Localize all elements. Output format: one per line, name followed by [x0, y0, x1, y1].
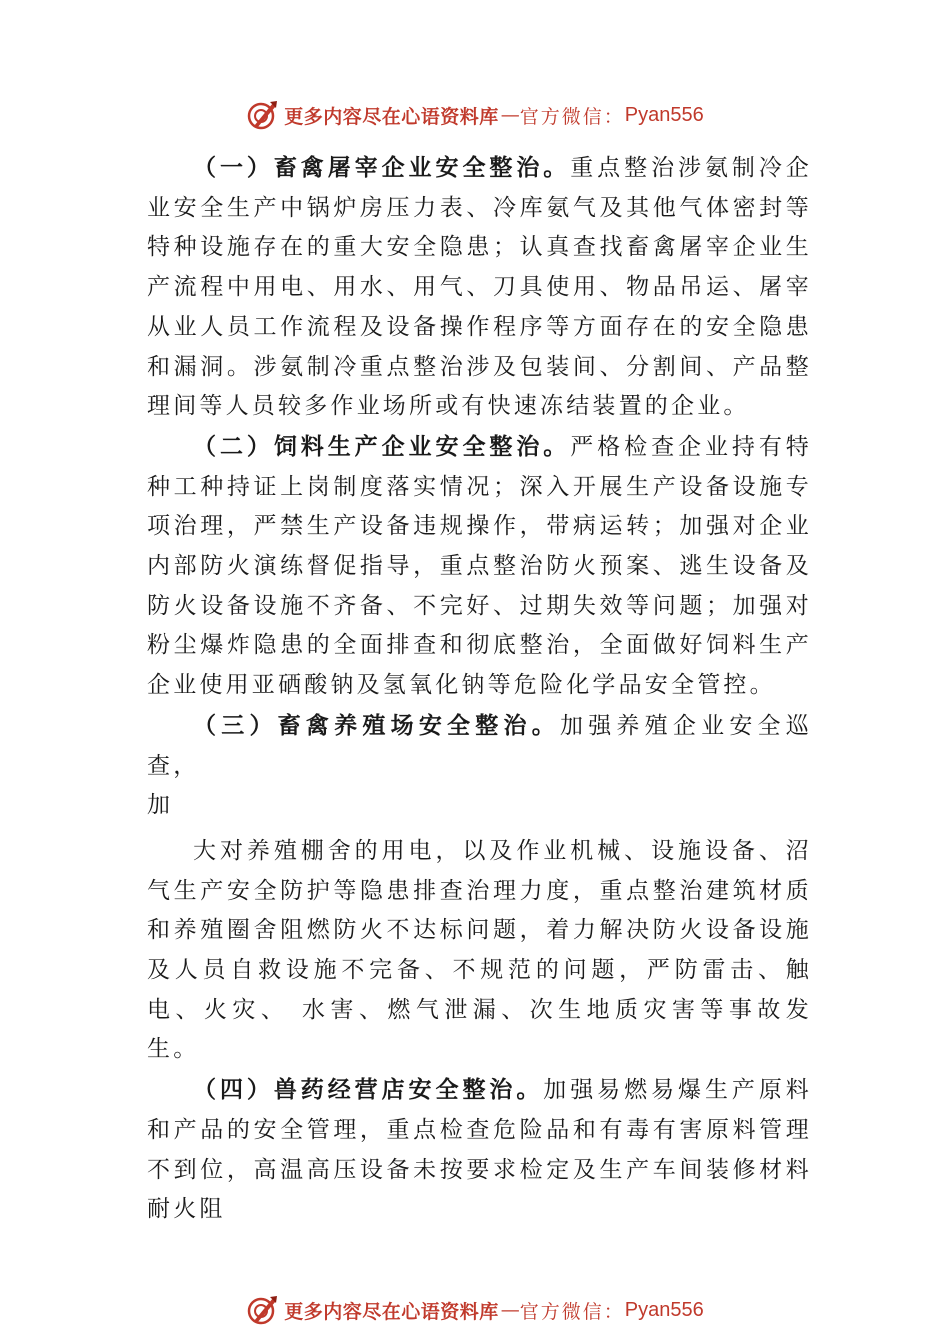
- footer-watermark: [0, 1290, 950, 1330]
- section-heading: （三）畜禽养殖场安全整治。: [193, 711, 560, 739]
- watermark-brand: 更多内容尽在心语资料库: [284, 105, 499, 128]
- paragraph-4: [147, 1070, 812, 1230]
- paragraph-3: [147, 706, 812, 786]
- document-body: [147, 148, 812, 1230]
- section-heading: （二）饲料生产企业安全整治。: [193, 432, 571, 460]
- watermark-wechat-id: Pyan556: [624, 103, 704, 126]
- brand-logo-icon: [246, 1293, 280, 1327]
- section-heading: （一）畜禽屠宰企业安全整治。: [193, 154, 571, 181]
- paragraph-text: 加强养殖企业安全巡查，: [147, 712, 812, 779]
- paragraph-text: 加强易燃易爆生产原料和产品的安全管理，重点检查危险品和有毒有害原料管理不到位，高温高压设备未按要求检定及生产车间装修材料耐火阻: [147, 1077, 813, 1223]
- section-heading: （四）兽药经营店安全整治。: [193, 1076, 544, 1104]
- paragraph-3-continued: 大对养殖棚舍的用电，以及作业机械、设施设备、沼气生产安全防护等隐患排查治理力度，重点整治建筑材质和养殖圈舍阻燃防火不达标问题，着力解决防火设备设施及人员自救设施不完备、不规范的问题，严防雷击、触电、火灾、 水害、燃气泄漏、次生地质灾害等事故发生。: [147, 837, 812, 1063]
- watermark-dash: —: [500, 1299, 518, 1321]
- paragraph-2: [147, 427, 812, 706]
- paragraph-3-orphan-line: 加: [147, 792, 174, 819]
- watermark-wechat-label: 官方微信：: [519, 1300, 625, 1323]
- watermark-brand: 更多内容尽在心语资料库: [284, 1300, 499, 1323]
- header-watermark: [0, 95, 950, 135]
- watermark-dash: —: [500, 104, 518, 126]
- watermark-wechat-label: 官方微信：: [519, 105, 625, 128]
- paragraph-text: 严格检查企业持有特种工种持证上岗制度落实情况；深入开展生产设备设施专项治理，严禁生产设备违规操作，带病运转；加强对企业内部防火演练督促指导，重点整治防火预案、逃生设备及防火设备设施不齐备、不完好、过期失效等问题；加强对粉尘爆炸隐患的全面排查和彻底整治，全面做好饲料生产企业使用亚硒酸钠及氢氧化钠等危险化学品安全管控。: [147, 433, 812, 699]
- brand-logo-icon: [246, 98, 280, 132]
- paragraph-1: [147, 148, 812, 427]
- paragraph-text: 重点整治涉氨制冷企业安全生产中锅炉房压力表、冷库氨气及其他气体密封等特种设施存在的重大安全隐患；认真查找畜禽屠宰企业生产流程中用电、用水、用气、刀具使用、物品吊运、屠宰从业人员工作流程及设备操作程序等方面存在的安全隐患和漏洞。涉氨制冷重点整治涉及包装间、分割间、产品整理间等人员较多作业场所或有快速冻结装置的企业。: [147, 155, 812, 420]
- watermark-wechat-id: Pyan556: [624, 1298, 704, 1321]
